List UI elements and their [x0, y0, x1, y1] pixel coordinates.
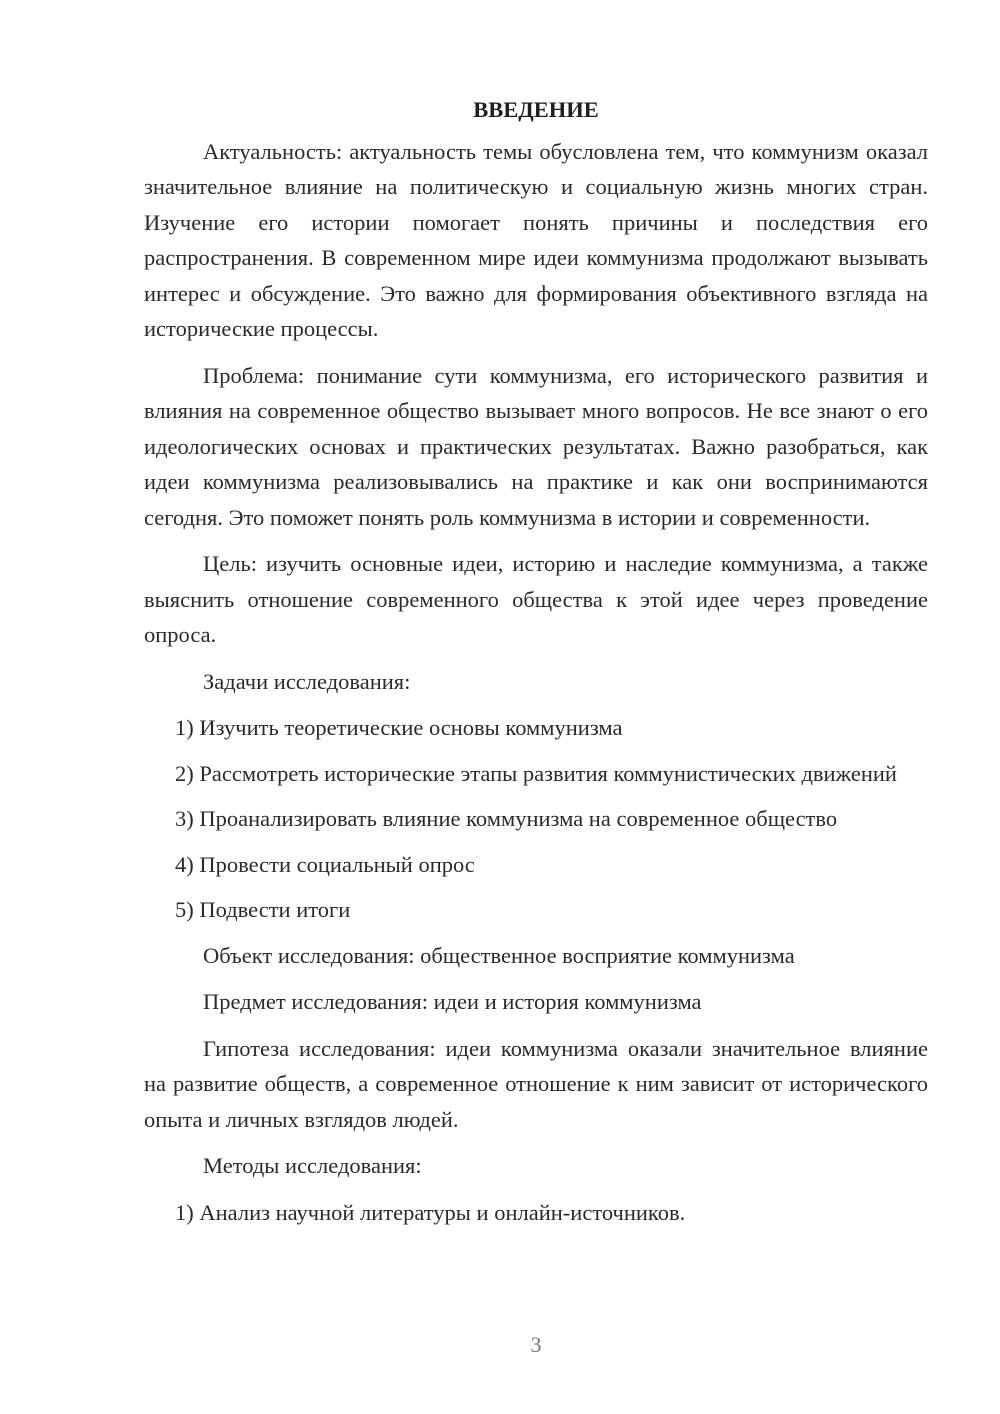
task-item: 4) Провести социальный опрос — [175, 851, 475, 877]
problem-paragraph: Проблема: понимание сути коммунизма, его исторического развития и влияния на современное общество вызывает много вопросов. Не все знают о его идеологических основах и практических результатах. Важно разобраться, как идеи коммунизма реализовывались на практике и как они воспринимаются сегодня. Это поможет понять роль коммунизма в истории и современности. — [144, 362, 928, 530]
goal-paragraph: Цель: изучить основные идеи, историю и наследие коммунизма, а также выяснить отношение современного общества к этой идее через проведение опроса. — [144, 551, 928, 647]
page-content — [144, 92, 928, 1240]
research-subject: Предмет исследования: идеи и история коммунизма — [203, 989, 702, 1014]
page-number: 3 — [530, 1332, 542, 1357]
page-title: ВВЕДЕНИЕ — [473, 97, 599, 122]
task-item: 5) Подвести итоги — [175, 897, 351, 922]
methods-heading: Методы исследования: — [203, 1153, 422, 1178]
task-item: 1) Изучить теоретические основы коммунизма — [175, 715, 623, 740]
task-item: 3) Проанализировать влияние коммунизма на современное общество — [175, 806, 838, 831]
tasks-heading: Задачи исследования: — [203, 668, 411, 694]
method-item: 1) Анализ научной литературы и онлайн-источников. — [175, 1199, 686, 1225]
task-item: 2) Рассмотреть исторические этапы развития коммунистических движений — [175, 760, 897, 786]
hypothesis-paragraph: Гипотеза исследования: идеи коммунизма оказали значительное влияние на развитие обществ, а современное отношение к ним зависит от исторического опыта и личных взглядов людей. — [144, 1035, 928, 1132]
relevance-paragraph: Актуальность: актуальность темы обусловлена тем, что коммунизм оказал значительное влияние на политическую и социальную жизнь многих стран. Изучение его истории помогает понять причины и последствия его распространения. В современном мире идеи коммунизма продолжают вызывать интерес и обсуждение. Это важно для формирования объективного взгляда на исторические процессы. — [144, 138, 928, 341]
research-object: Объект исследования: общественное восприятие коммунизма — [203, 942, 795, 968]
